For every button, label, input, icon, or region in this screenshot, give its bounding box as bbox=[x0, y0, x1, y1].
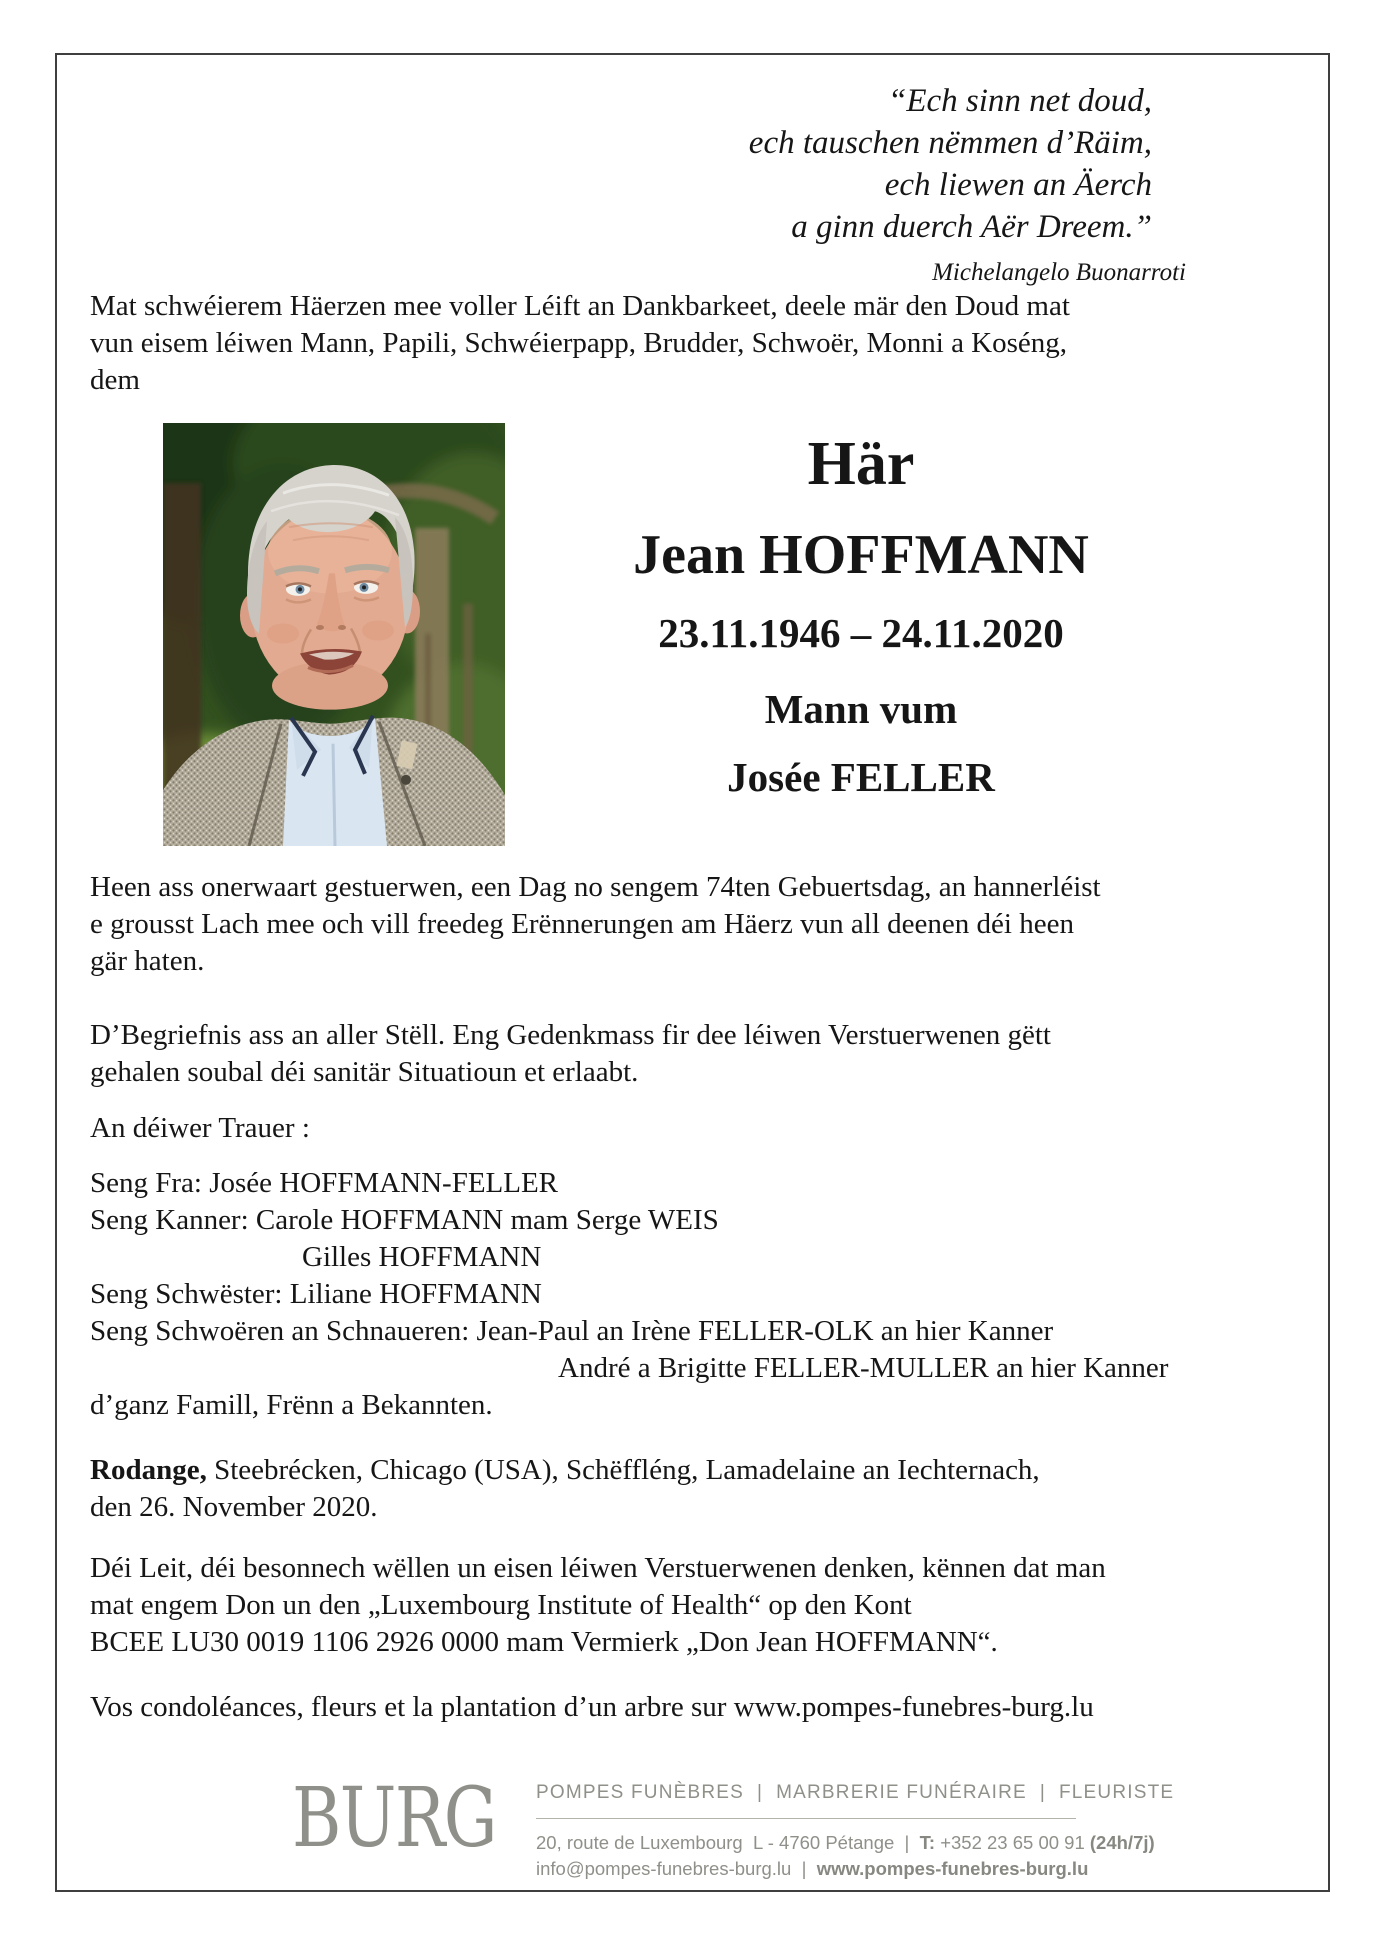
footer-website: www.pompes-funebres-burg.lu bbox=[816, 1858, 1089, 1879]
donation-line: mat engem Don un den „Luxembourg Institute of Health“ op den Kont bbox=[90, 1589, 912, 1621]
footer-services: POMPES FUNÈBRES | MARBRERIE FUNÉRAIRE | FLEURISTE bbox=[536, 1782, 1175, 1803]
family-row: Gilles HOFFMANN bbox=[302, 1241, 542, 1273]
family-row: Seng Fra: Josée HOFFMANN-FELLER bbox=[90, 1167, 559, 1199]
footer-address bbox=[536, 1832, 1155, 1854]
footer-phone: +352 23 65 00 91 bbox=[935, 1832, 1090, 1853]
family-row: André a Brigitte FELLER-MULLER an hier Kanner bbox=[558, 1352, 1169, 1384]
footer-divider bbox=[536, 1818, 1076, 1819]
footer-email: info@pompes-funebres-burg.lu bbox=[536, 1858, 792, 1879]
intro-line: dem bbox=[90, 364, 140, 396]
quote-attribution: Michelangelo Buonarroti bbox=[932, 259, 1186, 286]
deceased-relation: Mann vum bbox=[764, 686, 958, 732]
family-row: Seng Schwëster: Liliane HOFFMANN bbox=[90, 1278, 542, 1310]
mourning-header: An déiwer Trauer : bbox=[90, 1112, 310, 1144]
deceased-headline bbox=[505, 423, 1217, 823]
quote-line: “Ech sinn net doud, bbox=[888, 83, 1152, 119]
portrait-photo bbox=[163, 423, 505, 846]
donation-line: Déi Leit, déi besonnech wëllen un eisen léiwen Verstuerwenen denken, kënnen dat man bbox=[90, 1552, 1106, 1584]
place-date bbox=[90, 1452, 1040, 1526]
condolences-line: Vos condoléances, fleurs et la plantation d’un arbre sur www.pompes-funebres-burg.lu bbox=[90, 1691, 1094, 1723]
donation-paragraph bbox=[90, 1550, 1106, 1661]
deceased-spouse: Josée FELLER bbox=[727, 754, 995, 800]
family-row: Seng Schwoëren an Schnaueren: Jean-Paul an Irène FELLER-OLK an hier Kanner bbox=[90, 1315, 1054, 1347]
paragraph-funeral bbox=[90, 1017, 1051, 1091]
footer-contact bbox=[536, 1858, 1088, 1880]
paragraph-line: Heen ass onerwaart gestuerwen, een Dag no sengem 74ten Gebuertsdag, an hannerléist bbox=[90, 871, 1101, 903]
paragraph-line: gehalen soubal déi sanitär Situatioun et erlaabt. bbox=[90, 1056, 639, 1088]
quote-line: ech tauschen nëmmen d’Räim, bbox=[748, 125, 1152, 161]
deceased-title: Här bbox=[807, 430, 915, 498]
deceased-name: Jean HOFFMANN bbox=[633, 524, 1089, 586]
paragraph-death bbox=[90, 869, 1101, 980]
footer-address-text: 20, route de Luxembourg L - 4760 Pétange | bbox=[536, 1832, 920, 1853]
footer-phone-label: T: bbox=[919, 1832, 936, 1853]
family-row: Seng Kanner: Carole HOFFMANN mam Serge WEIS bbox=[90, 1204, 719, 1236]
date-line: den 26. November 2020. bbox=[90, 1491, 378, 1523]
place-line bbox=[90, 1452, 1040, 1489]
intro-line: vun eisem léiwen Mann, Papili, Schwéierpapp, Brudder, Schwoër, Monni a Koséng, bbox=[90, 327, 1068, 359]
intro-line: Mat schwéierem Häerzen mee voller Léift an Dankbarkeet, deele mär den Doud mat bbox=[90, 290, 1070, 322]
paragraph-line: D’Begriefnis ass an aller Stëll. Eng Gedenkmass fir dee léiwen Verstuerwenen gëtt bbox=[90, 1019, 1051, 1051]
place-bold: Rodange, bbox=[90, 1454, 207, 1486]
family-list bbox=[90, 1165, 1168, 1424]
footer-separator: | bbox=[791, 1858, 817, 1879]
burg-logo: BURG bbox=[292, 1771, 496, 1866]
place-rest: Steebrécken, Chicago (USA), Schëffléng, Lamadelaine an Iechternach, bbox=[206, 1454, 1040, 1486]
quote-line: ech liewen an Äerch bbox=[884, 167, 1152, 203]
intro-paragraph bbox=[90, 288, 1070, 399]
paragraph-line: gär haten. bbox=[90, 945, 205, 977]
family-row: d’ganz Famill, Frënn a Bekannten. bbox=[90, 1389, 493, 1421]
deceased-dates: 23.11.1946 – 24.11.2020 bbox=[658, 610, 1064, 656]
quote-line: a ginn duerch Aër Dreem.” bbox=[791, 209, 1152, 245]
quote-block bbox=[748, 80, 1186, 294]
donation-line: BCEE LU30 0019 1106 2926 0000 mam Vermierk „Don Jean HOFFMANN“. bbox=[90, 1626, 998, 1658]
paragraph-line: e grousst Lach mee och vill freedeg Erënnerungen am Häerz vun all deenen déi heen bbox=[90, 908, 1074, 940]
footer-hours: (24h/7j) bbox=[1089, 1832, 1155, 1853]
